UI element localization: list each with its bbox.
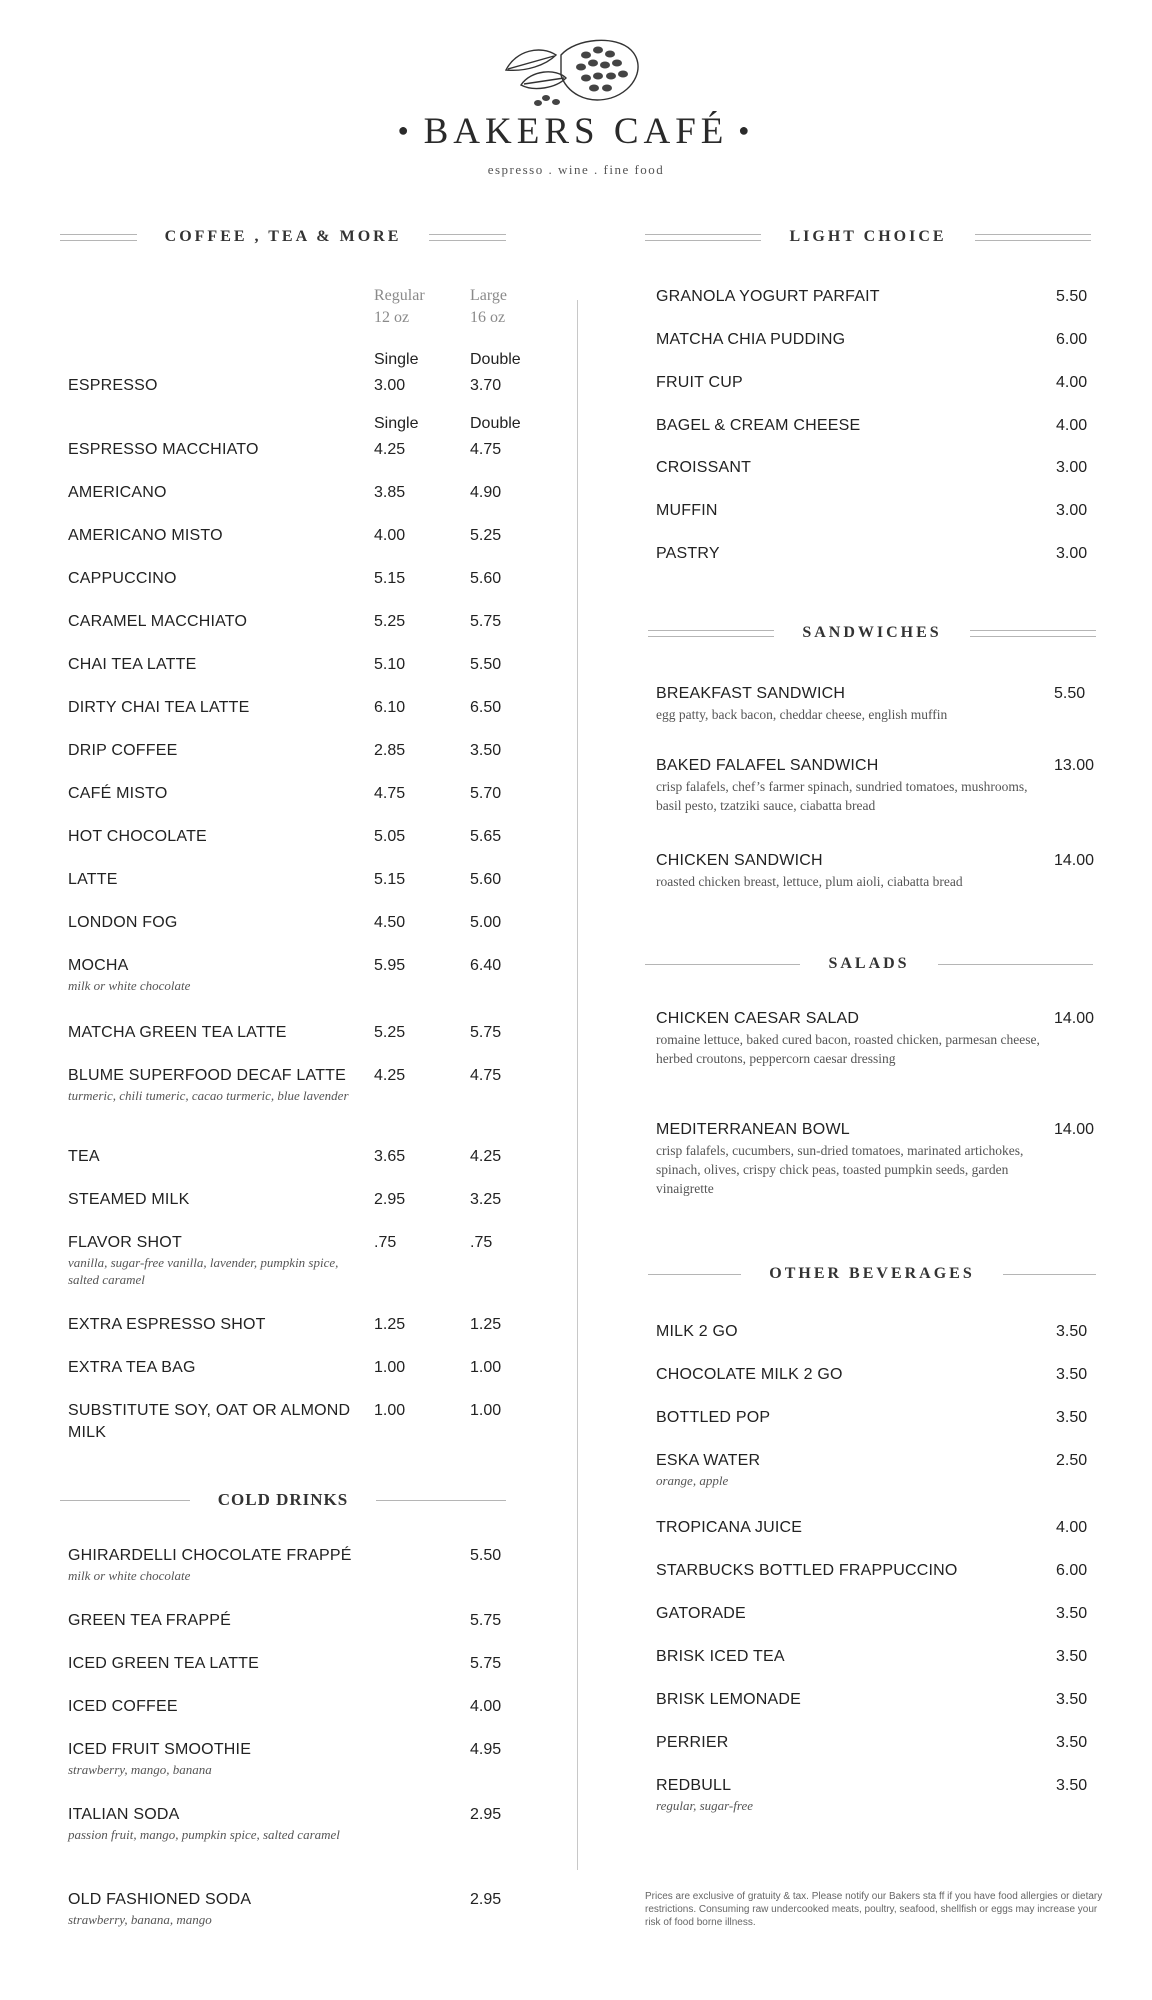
- coffee-item: [68, 783, 358, 805]
- coffee-large-price: 3.70: [470, 377, 502, 394]
- cold-drink-name: OLD FASHIONED SODA: [68, 1891, 252, 1908]
- coffee-item: [68, 740, 358, 762]
- coffee-item: [68, 1146, 358, 1168]
- coffee-item: [68, 1314, 358, 1336]
- light-choice-item: [656, 329, 1036, 351]
- coffee-item: [68, 869, 358, 891]
- sandwich-name: CHICKEN SANDWICH: [656, 852, 823, 869]
- beverage-desc: orange, apple: [656, 1473, 729, 1488]
- beverage-price: 3.50: [1056, 1691, 1088, 1708]
- coffee-item: [68, 955, 358, 994]
- coffee-item-name: CARAMEL MACCHIATO: [68, 613, 248, 630]
- coffee-regular-price: 4.25: [374, 441, 406, 458]
- cold-drink-price: 4.00: [470, 1698, 502, 1715]
- light-choice-price: 4.00: [1056, 374, 1088, 391]
- coffee-regular-price: 2.85: [374, 742, 406, 759]
- salad-name: MEDITERRANEAN BOWL: [656, 1121, 850, 1138]
- light-choice-price: 3.00: [1056, 459, 1088, 476]
- coffee-item: [68, 1232, 358, 1288]
- light-choice-name: PASTRY: [656, 545, 720, 562]
- light-choice-item: [656, 286, 1036, 308]
- coffee-item-desc: turmeric, chili tumeric, cacao turmeric, blue lavender: [68, 1088, 349, 1103]
- coffee-large-price: 4.25: [470, 1148, 502, 1165]
- light-choice-item: [656, 457, 1036, 479]
- salads-section-title: SALADS: [828, 955, 910, 972]
- coffee-large-price: 4.75: [470, 441, 502, 458]
- coffee-item-name: AMERICANO: [68, 484, 167, 501]
- beverage-item: [656, 1732, 1036, 1754]
- coffee-item-name: EXTRA ESPRESSO SHOT: [68, 1316, 266, 1333]
- coffee-item-name: TEA: [68, 1148, 100, 1165]
- sandwich-price: 14.00: [1054, 852, 1095, 869]
- beverage-item: [656, 1775, 1036, 1814]
- coffee-regular-price: 5.25: [374, 613, 406, 630]
- coffee-large-price: 6.50: [470, 699, 502, 716]
- cold-drinks-section-heading: [60, 1490, 506, 1510]
- coffee-large-price: 5.75: [470, 1024, 502, 1041]
- light-choice-name: MATCHA CHIA PUDDING: [656, 331, 846, 348]
- light-choice-price: 6.00: [1056, 331, 1088, 348]
- cold-drink-price: 4.95: [470, 1741, 502, 1758]
- coffee-item: [68, 482, 358, 504]
- cold-drink-price: 5.50: [470, 1547, 502, 1564]
- coffee-item-desc: vanilla, sugar-free vanilla, lavender, pumpkin spice, salted caramel: [68, 1255, 339, 1287]
- sandwiches-section-title: SANDWICHES: [802, 624, 942, 641]
- beverage-price: 3.50: [1056, 1323, 1088, 1340]
- cold-drink-item: [68, 1610, 358, 1632]
- coffee-item-name: HOT CHOCOLATE: [68, 828, 207, 845]
- beverage-name: GATORADE: [656, 1605, 746, 1622]
- cold-drink-item: [68, 1696, 358, 1718]
- cold-drink-name: ICED FRUIT SMOOTHIE: [68, 1741, 252, 1758]
- sandwich-desc: crisp falafels, chef’s farmer spinach, sundried tomatoes, mushrooms, basil pesto, tzatziki sauce, ciabatta bread: [656, 779, 1028, 813]
- beverage-name: BOTTLED POP: [656, 1409, 771, 1426]
- beverage-item: [656, 1689, 1036, 1711]
- brand-name: ● BAKERS CAFÉ ●: [397, 111, 755, 152]
- coffee-item: [68, 697, 358, 719]
- cold-drink-item: [68, 1653, 358, 1675]
- salad-desc: romaine lettuce, baked cured bacon, roasted chicken, parmesan cheese, herbed croutons, peppercorn caesar dressing: [656, 1032, 1040, 1066]
- light-choice-name: FRUIT CUP: [656, 374, 743, 391]
- coffee-item-name: DRIP COFFEE: [68, 742, 178, 759]
- light-choice-section-heading: [645, 228, 1091, 246]
- coffee-regular-price: 1.25: [374, 1316, 406, 1333]
- large-column-header: Large 16 oz: [470, 287, 508, 326]
- salad-desc: crisp falafels, cucumbers, sun-dried tomatoes, marinated artichokes, spinach, olives, crispy chick peas, toasted pumpkin seeds, garden vinaigrette: [656, 1143, 1024, 1196]
- coffee-item: [68, 1065, 358, 1104]
- coffee-large-price: 5.75: [470, 613, 502, 630]
- coffee-large-price: 5.50: [470, 656, 502, 673]
- coffee-large-price: 1.25: [470, 1316, 502, 1333]
- cold-drink-name: ICED COFFEE: [68, 1698, 178, 1715]
- beverage-item: [656, 1407, 1036, 1429]
- salad-name: CHICKEN CAESAR SALAD: [656, 1010, 860, 1027]
- coffee-item: [68, 1189, 358, 1211]
- coffee-large-price: 5.65: [470, 828, 502, 845]
- light-choice-section-title: LIGHT CHOICE: [789, 228, 947, 245]
- light-choice-price: 5.50: [1056, 288, 1088, 305]
- coffee-regular-price: 5.95: [374, 957, 406, 974]
- beverage-name: MILK 2 GO: [656, 1323, 738, 1340]
- coffee-regular-price: 5.05: [374, 828, 406, 845]
- light-choice-name: CROISSANT: [656, 459, 752, 476]
- cold-drink-desc: passion fruit, mango, pumpkin spice, salted caramel: [68, 1827, 340, 1842]
- beverage-price: 4.00: [1056, 1519, 1088, 1536]
- coffee-regular-price: 6.10: [374, 699, 406, 716]
- other-beverages-section-title: OTHER BEVERAGES: [769, 1265, 975, 1282]
- macchiato-single-label: Single: [374, 415, 419, 432]
- coffee-large-price: 3.25: [470, 1191, 502, 1208]
- coffee-large-price: 3.50: [470, 742, 502, 759]
- coffee-item-name: CHAI TEA LATTE: [68, 656, 197, 673]
- coffee-large-price: 5.60: [470, 871, 502, 888]
- coffee-item-name: FLAVOR SHOT: [68, 1234, 182, 1251]
- salad-item: [656, 1119, 1046, 1198]
- salad-price: 14.00: [1054, 1010, 1095, 1027]
- cold-drinks-section-title: COLD DRINKS: [217, 1490, 349, 1509]
- coffee-regular-price: 4.75: [374, 785, 406, 802]
- coffee-large-price: 6.40: [470, 957, 502, 974]
- cold-drink-name: ITALIAN SODA: [68, 1806, 180, 1823]
- coffee-regular-price: 3.00: [374, 377, 406, 394]
- beverage-name: ESKA WATER: [656, 1452, 761, 1469]
- beverage-price: 3.50: [1056, 1605, 1088, 1622]
- beverage-price: 6.00: [1056, 1562, 1088, 1579]
- coffee-large-price: 4.75: [470, 1067, 502, 1084]
- cold-drink-desc: strawberry, banana, mango: [68, 1912, 212, 1927]
- beverage-price: 3.50: [1056, 1409, 1088, 1426]
- coffee-item-name: AMERICANO MISTO: [68, 527, 223, 544]
- coffee-large-price: 1.00: [470, 1359, 502, 1376]
- cold-drink-name: GHIRARDELLI CHOCOLATE FRAPPÉ: [68, 1547, 352, 1564]
- salads-section-heading: [645, 955, 1093, 973]
- coffee-item: [68, 912, 358, 934]
- beverage-name: STARBUCKS BOTTLED FRAPPUCCINO: [656, 1562, 958, 1579]
- coffee-item: [68, 1357, 358, 1379]
- beverage-price: 3.50: [1056, 1777, 1088, 1794]
- salad-item: [656, 1008, 1046, 1068]
- beverage-name: TROPICANA JUICE: [656, 1519, 803, 1536]
- light-choice-price: 3.00: [1056, 545, 1088, 562]
- regular-column-header: Regular 12 oz: [374, 287, 425, 326]
- other-beverages-section-heading: [648, 1265, 1096, 1283]
- cold-drink-item: [68, 1889, 358, 1928]
- coffee-item-name: ESPRESSO: [68, 377, 158, 394]
- sandwich-item: [656, 850, 1056, 891]
- coffee-item-name: LATTE: [68, 871, 118, 888]
- cold-drink-name: ICED GREEN TEA LATTE: [68, 1655, 260, 1672]
- coffee-regular-price: 5.10: [374, 656, 406, 673]
- light-choice-name: MUFFIN: [656, 502, 718, 519]
- sandwich-name: BAKED FALAFEL SANDWICH: [656, 757, 879, 774]
- beverage-name: CHOCOLATE MILK 2 GO: [656, 1366, 843, 1383]
- salad-price: 14.00: [1054, 1121, 1095, 1138]
- coffee-item-name: CAFÉ MISTO: [68, 785, 168, 802]
- light-choice-item: [656, 415, 1036, 437]
- sandwich-desc: roasted chicken breast, lettuce, plum aioli, ciabatta bread: [656, 874, 963, 889]
- coffee-regular-price: 4.00: [374, 527, 406, 544]
- sandwich-item: [656, 755, 1056, 815]
- macchiato-double-label: Double: [470, 415, 521, 432]
- coffee-regular-price: 4.25: [374, 1067, 406, 1084]
- coffee-item-desc: milk or white chocolate: [68, 978, 191, 993]
- beverage-name: PERRIER: [656, 1734, 729, 1751]
- cold-drink-price: 5.75: [470, 1655, 502, 1672]
- sandwich-price: 5.50: [1054, 685, 1086, 702]
- espresso-single-label: Single: [374, 351, 419, 368]
- coffee-regular-price: 5.25: [374, 1024, 406, 1041]
- coffee-large-price: 5.00: [470, 914, 502, 931]
- sandwich-price: 13.00: [1054, 757, 1095, 774]
- coffee-regular-price: 1.00: [374, 1402, 406, 1419]
- beverage-item: [656, 1603, 1036, 1625]
- coffee-item-name: EXTRA TEA BAG: [68, 1359, 196, 1376]
- coffee-regular-price: 5.15: [374, 871, 406, 888]
- coffee-item: [68, 525, 358, 547]
- beverage-item: [656, 1646, 1036, 1668]
- coffee-item: [68, 439, 358, 461]
- beverage-name: BRISK LEMONADE: [656, 1691, 802, 1708]
- coffee-large-price: 5.25: [470, 527, 502, 544]
- cold-drink-item: [68, 1545, 358, 1584]
- coffee-item-name: BLUME SUPERFOOD DECAF LATTE: [68, 1067, 347, 1084]
- light-choice-name: GRANOLA YOGURT PARFAIT: [656, 288, 880, 305]
- light-choice-item: [656, 372, 1036, 394]
- brand-tagline: espresso . wine . fine food: [487, 162, 665, 177]
- beverage-item: [656, 1364, 1036, 1386]
- light-choice-item: [656, 543, 1036, 565]
- sandwich-name: BREAKFAST SANDWICH: [656, 685, 846, 702]
- coffee-regular-price: 5.15: [374, 570, 406, 587]
- coffee-item-name: CAPPUCCINO: [68, 570, 177, 587]
- coffee-regular-price: 3.65: [374, 1148, 406, 1165]
- coffee-item-name: MOCHA: [68, 957, 129, 974]
- menu-footnote: Prices are exclusive of gratuity & tax. Please notify our Bakers sta ff if you have food allergies or dietary restrictions. Consuming raw undercooked meats, poultry, seafood, shellfish or eggs may increase your risk of food borne illness.: [645, 1891, 1103, 1928]
- coffee-item-name: STEAMED MILK: [68, 1191, 190, 1208]
- cold-drink-price: 2.95: [470, 1806, 502, 1823]
- light-choice-name: BAGEL & CREAM CHEESE: [656, 417, 861, 434]
- sandwiches-section-heading: [648, 624, 1096, 642]
- beverage-price: 2.50: [1056, 1452, 1088, 1469]
- coffee-large-price: 4.90: [470, 484, 502, 501]
- beverage-price: 3.50: [1056, 1648, 1088, 1665]
- coffee-regular-price: 4.50: [374, 914, 406, 931]
- coffee-item-name: LONDON FOG: [68, 914, 178, 931]
- sandwich-item: [656, 683, 1056, 724]
- coffee-large-price: 1.00: [470, 1402, 502, 1419]
- light-choice-price: 4.00: [1056, 417, 1088, 434]
- cold-drink-item: [68, 1804, 358, 1843]
- cold-drink-desc: milk or white chocolate: [68, 1568, 191, 1583]
- coffee-item-name: SUBSTITUTE SOY, OAT OR ALMOND MILK: [68, 1402, 351, 1441]
- coffee-item-name: MATCHA GREEN TEA LATTE: [68, 1024, 287, 1041]
- coffee-section-title: COFFEE , TEA & MORE: [164, 228, 402, 245]
- coffee-regular-price: 3.85: [374, 484, 406, 501]
- coffee-item: [68, 826, 358, 848]
- espresso-double-label: Double: [470, 351, 521, 368]
- beverage-price: 3.50: [1056, 1734, 1088, 1751]
- cold-drink-name: GREEN TEA FRAPPÉ: [68, 1612, 231, 1629]
- beverage-name: REDBULL: [656, 1777, 732, 1794]
- coffee-item: [68, 568, 358, 590]
- coffee-item: [68, 1022, 358, 1044]
- beverage-item: [656, 1450, 1036, 1489]
- beverage-desc: regular, sugar-free: [656, 1798, 753, 1813]
- cold-drink-price: 2.95: [470, 1891, 502, 1908]
- beverage-item: [656, 1560, 1036, 1582]
- coffee-item-name: DIRTY CHAI TEA LATTE: [68, 699, 250, 716]
- light-choice-item: [656, 500, 1036, 522]
- coffee-regular-price: 1.00: [374, 1359, 406, 1376]
- sandwich-desc: egg patty, back bacon, cheddar cheese, english muffin: [656, 707, 948, 722]
- coffee-section-heading: [60, 228, 506, 246]
- coffee-item: [68, 654, 358, 676]
- coffee-large-price: 5.70: [470, 785, 502, 802]
- light-choice-price: 3.00: [1056, 502, 1088, 519]
- coffee-item: [68, 611, 358, 633]
- coffee-item: [68, 1400, 358, 1444]
- cold-drink-item: [68, 1739, 358, 1778]
- coffee-beans-logo: [486, 30, 666, 110]
- cold-drink-price: 5.75: [470, 1612, 502, 1629]
- column-divider: [577, 300, 578, 1870]
- coffee-item: [68, 375, 358, 397]
- beverage-name: BRISK ICED TEA: [656, 1648, 785, 1665]
- coffee-large-price: 5.60: [470, 570, 502, 587]
- coffee-regular-price: .75: [374, 1234, 397, 1251]
- beverage-item: [656, 1321, 1036, 1343]
- beverage-price: 3.50: [1056, 1366, 1088, 1383]
- coffee-large-price: .75: [470, 1234, 493, 1251]
- coffee-item-name: ESPRESSO MACCHIATO: [68, 441, 259, 458]
- beverage-item: [656, 1517, 1036, 1539]
- coffee-regular-price: 2.95: [374, 1191, 406, 1208]
- cold-drink-desc: strawberry, mango, banana: [68, 1762, 212, 1777]
